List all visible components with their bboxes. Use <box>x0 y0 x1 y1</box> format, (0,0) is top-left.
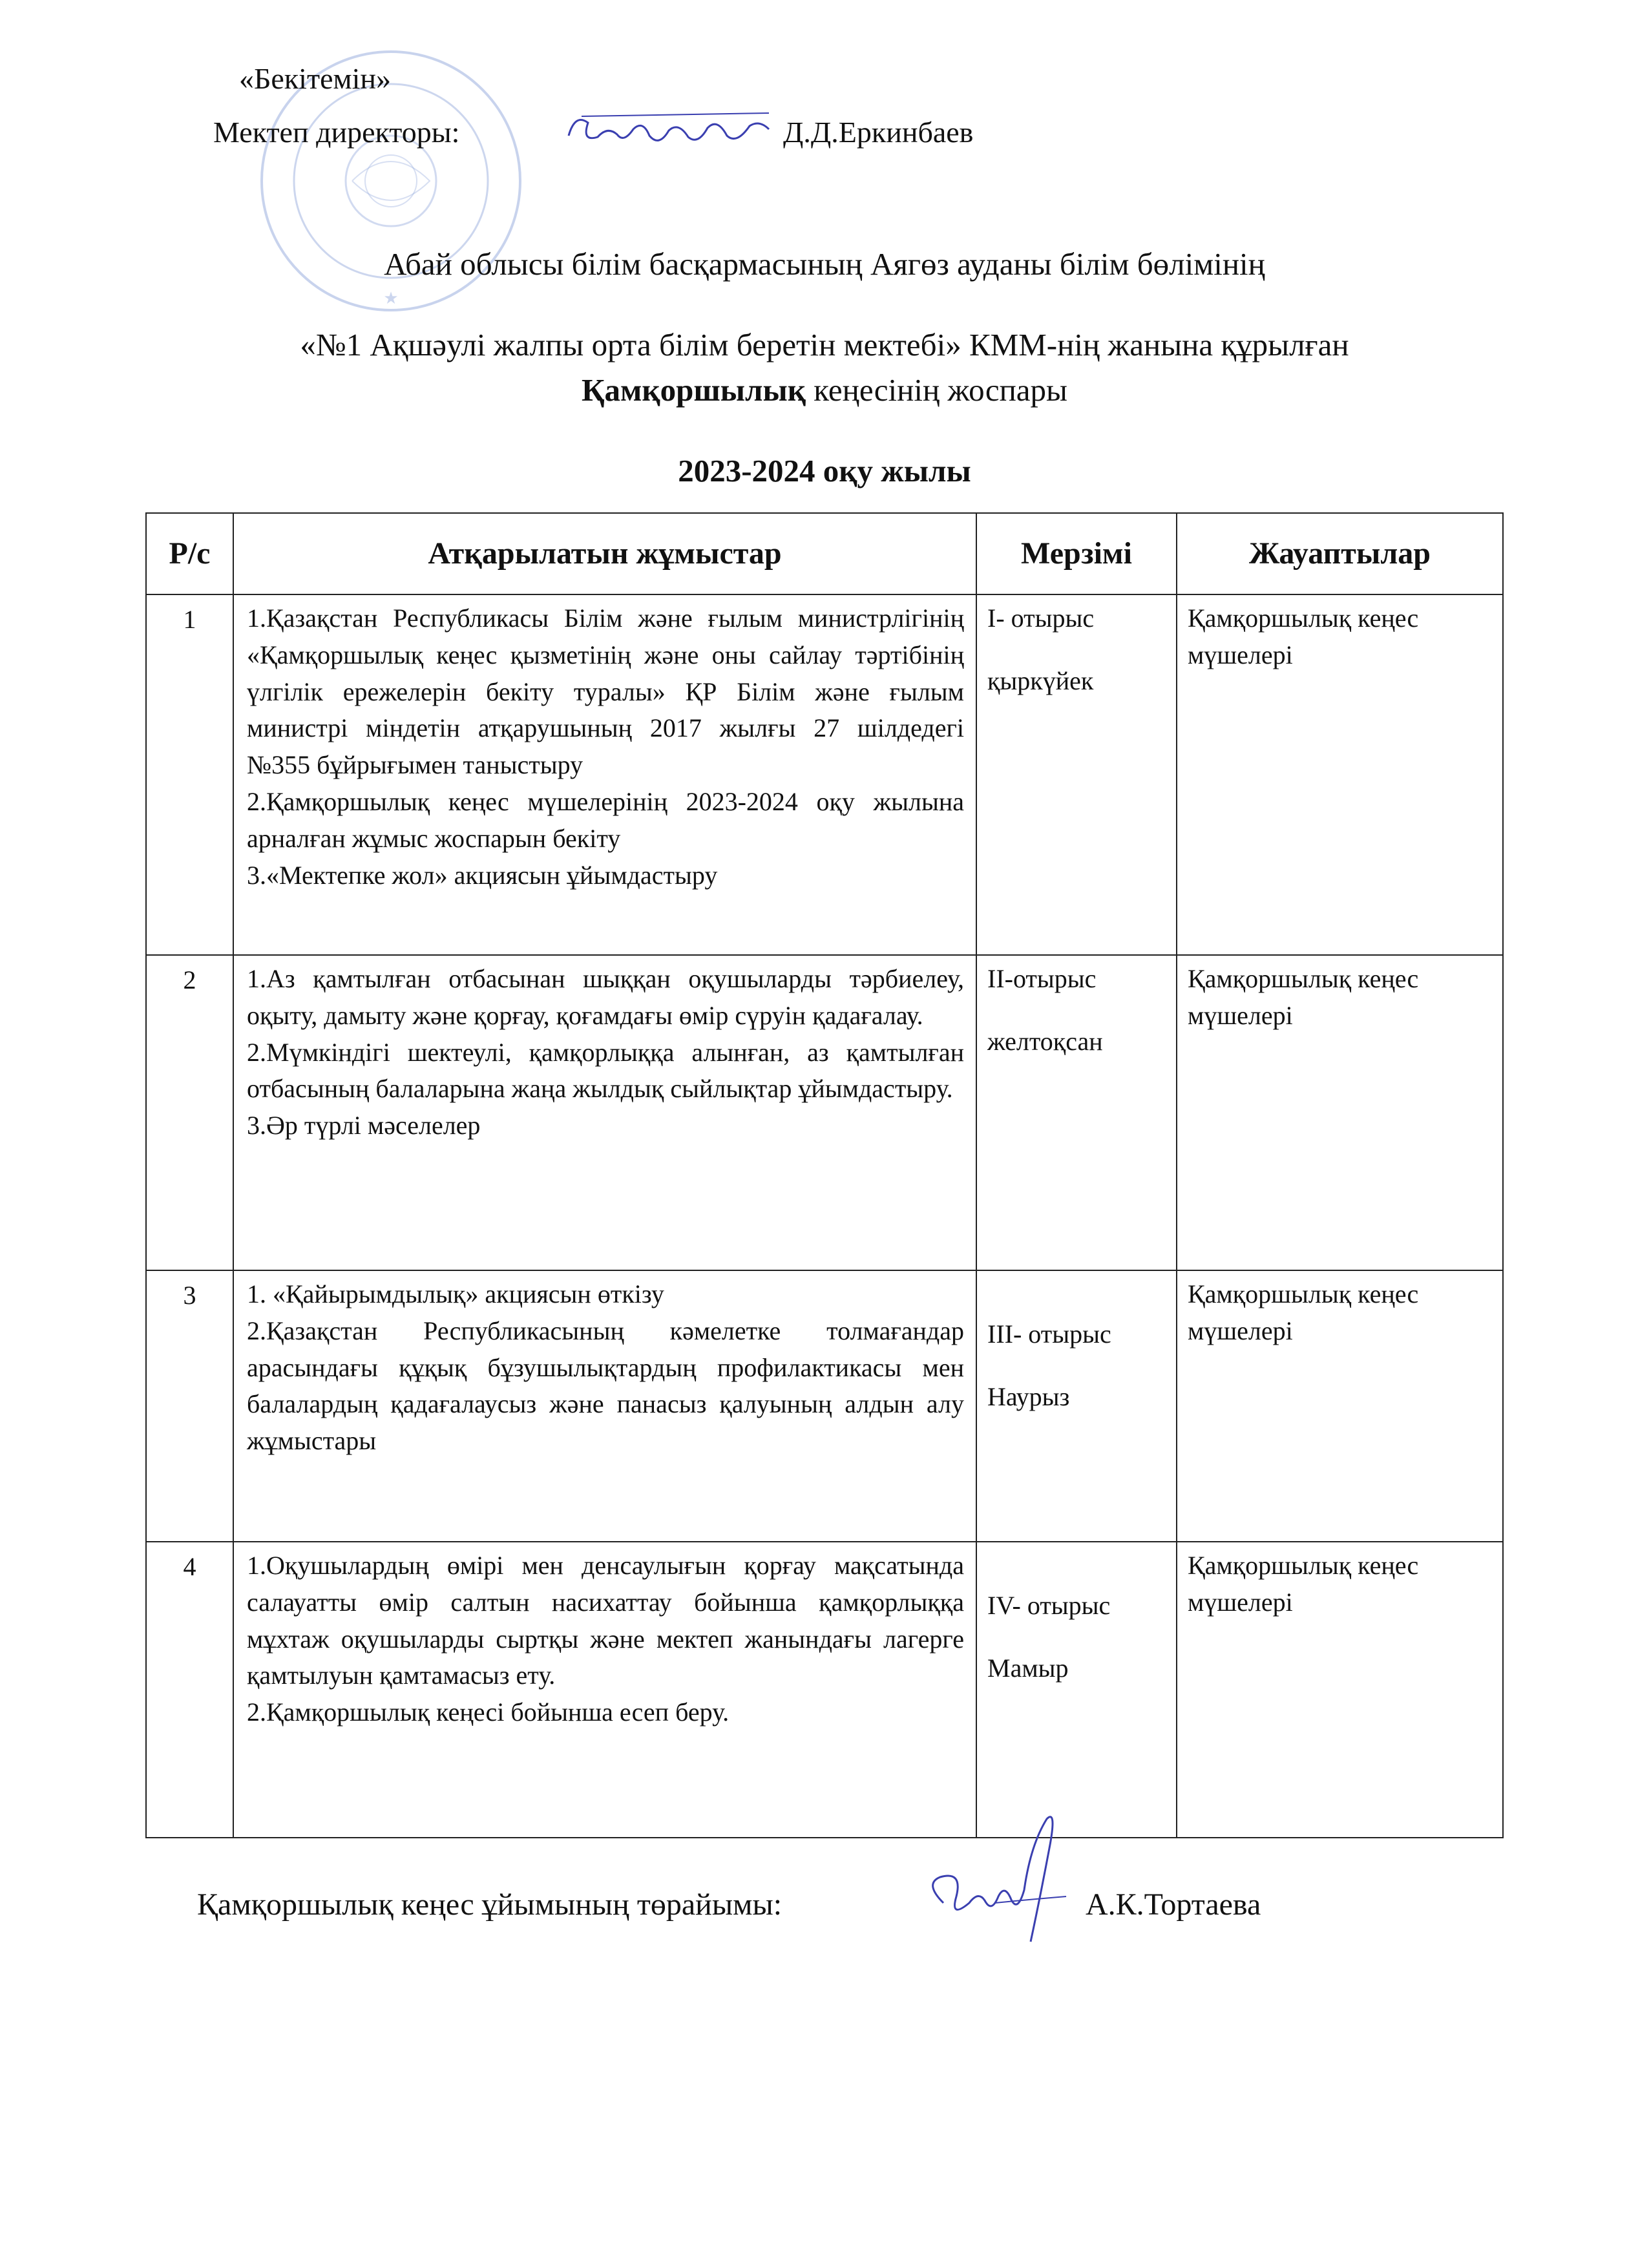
chair-name: А.К.Тортаева <box>1086 1887 1261 1922</box>
academic-year: 2023-2024 оқу жылы <box>678 453 971 488</box>
director-label: Мектеп директоры: <box>213 116 460 149</box>
row-num: 3 <box>146 1270 233 1542</box>
header-term: Мерзімі <box>976 513 1177 594</box>
title-bold-word: Қамқоршылық <box>582 372 806 408</box>
director-signature <box>562 97 775 168</box>
work-item: 1.Аз қамтылған отбасынан шыққан оқушыларды тәрбиелеу, оқыту, дамыту және қорғау, қоғамдағы өмір сүруін қадағалау. <box>247 964 964 1030</box>
header-resp: Жауаптылар <box>1177 513 1503 594</box>
table-header-row <box>146 513 1503 594</box>
row-resp: Қамқоршылық кеңес мүшелері <box>1177 955 1503 1270</box>
plan-table <box>145 512 1504 1838</box>
term-month: желтоқсан <box>987 1026 1103 1056</box>
approval-stamp: «Бекітемін» <box>239 62 391 95</box>
term-session: ІІІ- отырыс <box>987 1319 1111 1349</box>
row-work <box>233 1270 976 1542</box>
header-num: Р/с <box>146 513 233 594</box>
work-item: 1.Қазақстан Республикасы Білім және ғылым министрлігінің «Қамқоршылық кеңес қызметінің және оны сайлау тәртібінің үлгілік ережелерін бекіту туралы» ҚР Білім және ғылым министрі міндетін атқарушының 2017 жылғы 27 шілдедегі №355 бұйрығымен таныстыру <box>247 604 964 780</box>
document-title <box>0 372 1649 408</box>
term-session: ІІ-отырыс <box>987 964 1097 993</box>
table-row <box>146 1270 1503 1542</box>
table-row <box>146 594 1503 955</box>
svg-text:★: ★ <box>383 289 399 308</box>
chair-label: Қамқоршылық кеңес ұйымының төрайымы: <box>197 1887 782 1922</box>
work-item: 2.Қамқоршылық кеңес мүшелерінің 2023-2024 оқу жылына арналған жұмыс жоспарын бекіту <box>247 786 964 853</box>
header-line-2: «№1 Ақшәулі жалпы орта білім беретін мектебі» КММ-нің жанына құрылған <box>300 327 1349 362</box>
row-num: 1 <box>146 594 233 955</box>
table-row <box>146 955 1503 1270</box>
term-month: Наурыз <box>987 1381 1070 1411</box>
term-month: қыркүйек <box>987 666 1094 695</box>
work-item: 2.Қазақстан Республикасының кәмелетке толмағандар арасындағы құқық бұзушылықтардың профилактикасы мен балалардың қадағалаусыз және панасыз қалуының алдын алу жұмыстары <box>247 1316 964 1456</box>
row-work <box>233 955 976 1270</box>
row-term <box>976 1270 1177 1542</box>
term-session: І- отырыс <box>987 604 1095 633</box>
title-rest: кеңесінің жоспары <box>806 372 1067 408</box>
director-name: Д.Д.Еркинбаев <box>783 116 974 149</box>
term-month: Мамыр <box>987 1653 1069 1683</box>
term-session: ІV- отырыс <box>987 1591 1111 1620</box>
row-work <box>233 1542 976 1838</box>
row-resp: Қамқоршылық кеңес мүшелері <box>1177 1270 1503 1542</box>
work-item: 2.Қамқоршылық кеңесі бойынша есеп беру. <box>247 1697 730 1727</box>
chair-signature <box>918 1806 1086 1955</box>
row-work <box>233 594 976 955</box>
row-num: 4 <box>146 1542 233 1838</box>
row-term <box>976 955 1177 1270</box>
row-term <box>976 1542 1177 1838</box>
row-num: 2 <box>146 955 233 1270</box>
work-item: 2.Мүмкіндігі шектеулі, қамқорлыққа алынған, аз қамтылған отбасының балаларына жаңа жылдық сыйлықтар ұйымдастыру. <box>247 1037 964 1104</box>
work-item: 3.«Мектепке жол» акциясын ұйымдастыру <box>247 860 718 890</box>
row-resp: Қамқоршылық кеңес мүшелері <box>1177 1542 1503 1838</box>
header-line-1: Абай облысы білім басқармасының Аягөз ауданы білім бөлімінің <box>384 246 1265 282</box>
work-item: 1.Оқушылардың өмірі мен денсаулығын қорғау мақсатында салауатты өмір салтын насихаттау бойынша қамқорлыққа мұхтаж оқушыларды сыртқы және мектеп жанындағы лагерге қамтылуын қамтамасыз ету. <box>247 1551 964 1690</box>
row-term <box>976 594 1177 955</box>
work-item: 3.Әр түрлі мәселелер <box>247 1111 481 1140</box>
header-work: Атқарылатын жұмыстар <box>233 513 976 594</box>
table-row <box>146 1542 1503 1838</box>
row-resp: Қамқоршылық кеңес мүшелері <box>1177 594 1503 955</box>
work-item: 1. «Қайырымдылық» акциясын өткізу <box>247 1279 664 1308</box>
